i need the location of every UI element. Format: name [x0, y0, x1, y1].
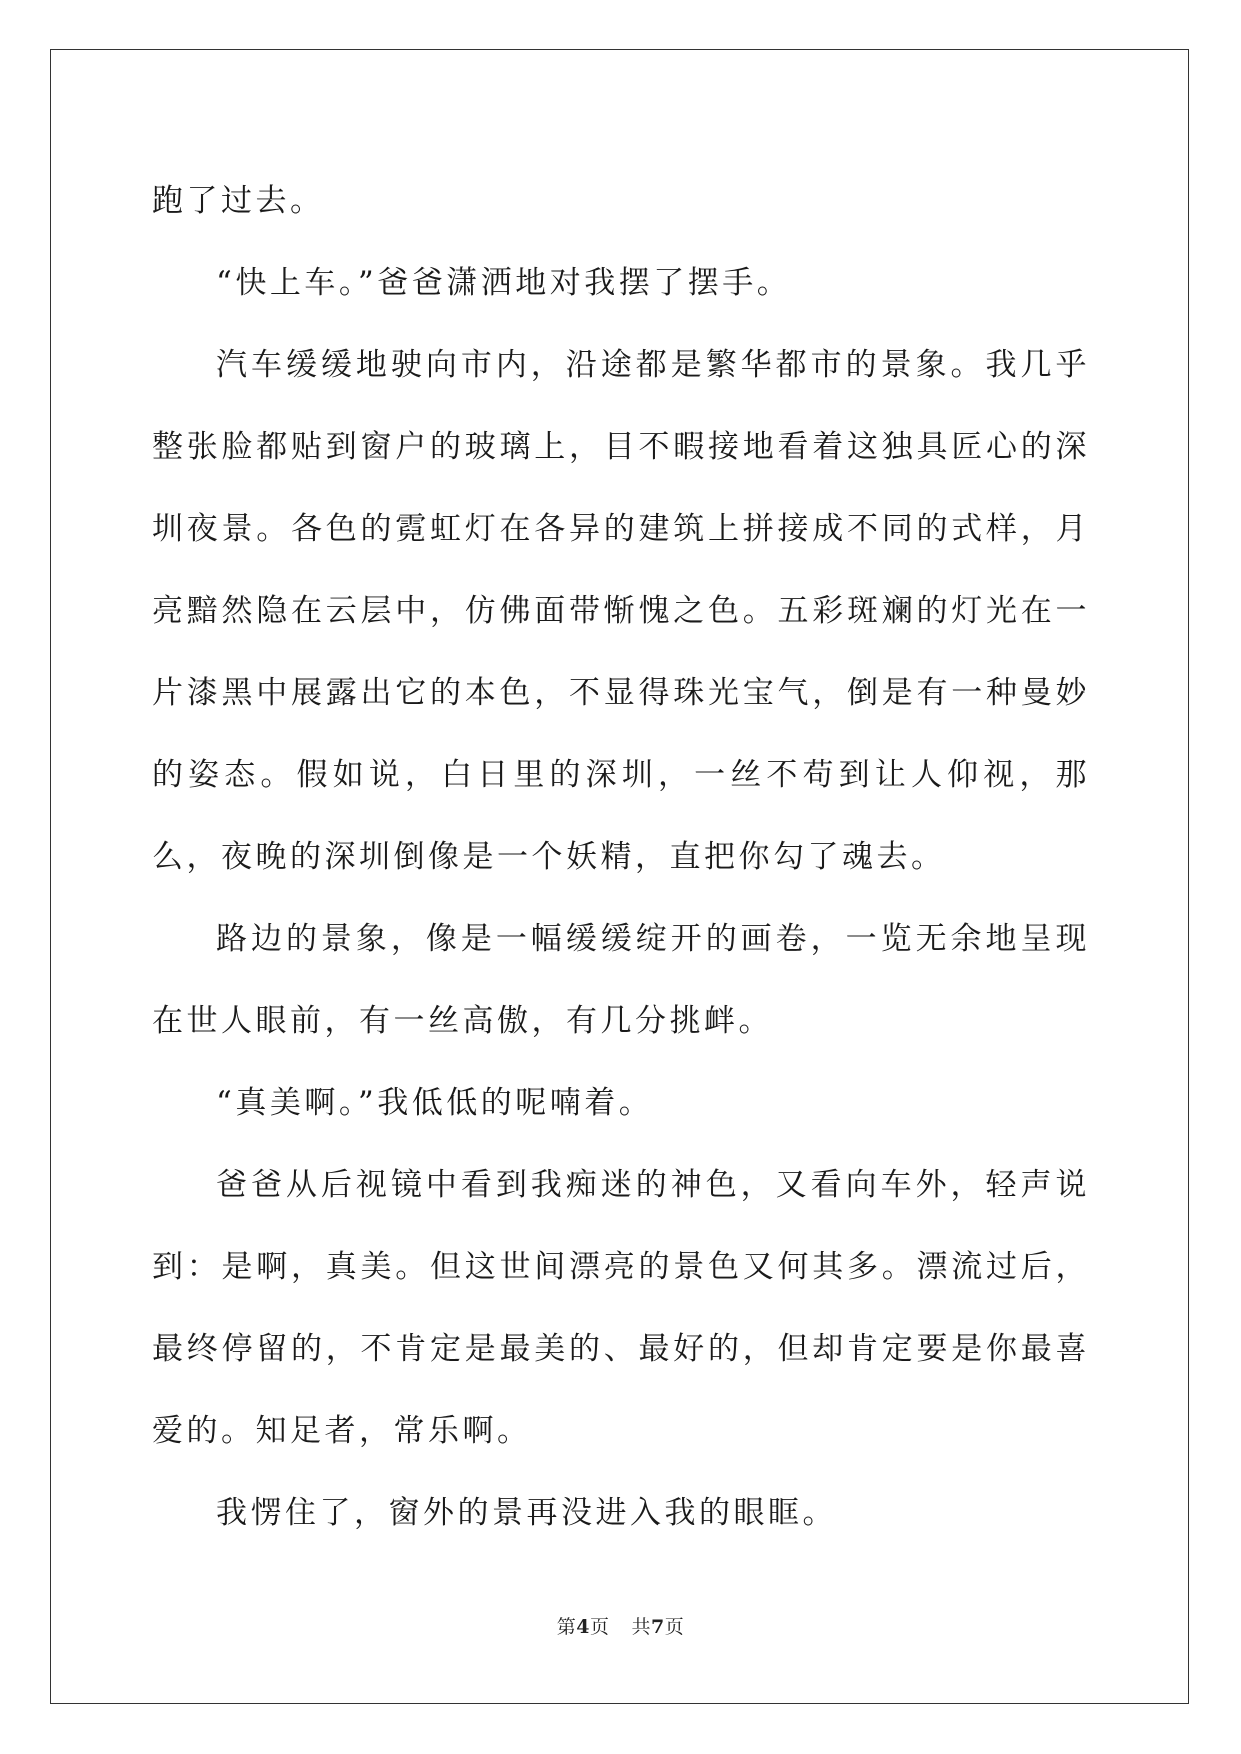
- paragraph-7: 我愣住了，窗外的景再没进入我的眼眶。: [216, 1495, 837, 1531]
- document-body: [152, 160, 1090, 1554]
- footer-page-total: 7: [651, 1616, 665, 1638]
- footer-page-prefix: 第: [556, 1616, 577, 1638]
- paragraph-6: 爸爸从后视镜中看到我痴迷的神色，又看向车外，轻声说到：是啊，真美。但这世间漂亮的景色又何其多。漂流过后，最终停留的，不肯定是最美的、最好的，但却肯定要是你最喜爱的。知足者，常乐啊。: [152, 1167, 1090, 1449]
- footer-total-suffix: 页: [664, 1616, 685, 1638]
- paragraph-3: 汽车缓缓地驶向市内，沿途都是繁华都市的景象。我几乎整张脸都贴到窗户的玻璃上，目不暇接地看着这独具匠心的深圳夜景。各色的霓虹灯在各异的建筑上拼接成不同的式样，月亮黯然隐在云层中，仿佛面带惭愧之色。五彩斑斓的灯光在一片漆黑中展露出它的本色，不显得珠光宝气，倒是有一种曼妙的姿态。假如说，白日里的深圳，一丝不苟到让人仰视，那么，夜晚的深圳倒像是一个妖精，直把你勾了魂去。: [152, 347, 1090, 875]
- paragraph-2: “快上车。”爸爸潇洒地对我摆了摆手。: [216, 265, 792, 301]
- footer-page-suffix: 页: [589, 1616, 610, 1638]
- paragraph-1: 跑了过去。: [152, 183, 325, 219]
- footer-total-prefix: 共: [631, 1616, 652, 1638]
- paragraph-4: 路边的景象，像是一幅缓缓绽开的画卷，一览无余地呈现在世人眼前，有一丝高傲，有几分挑衅。: [152, 921, 1090, 1039]
- footer-page-current: 4: [576, 1616, 590, 1638]
- page-footer: [0, 1612, 1241, 1639]
- paragraph-5: “真美啊。”我低低的呢喃着。: [216, 1085, 654, 1121]
